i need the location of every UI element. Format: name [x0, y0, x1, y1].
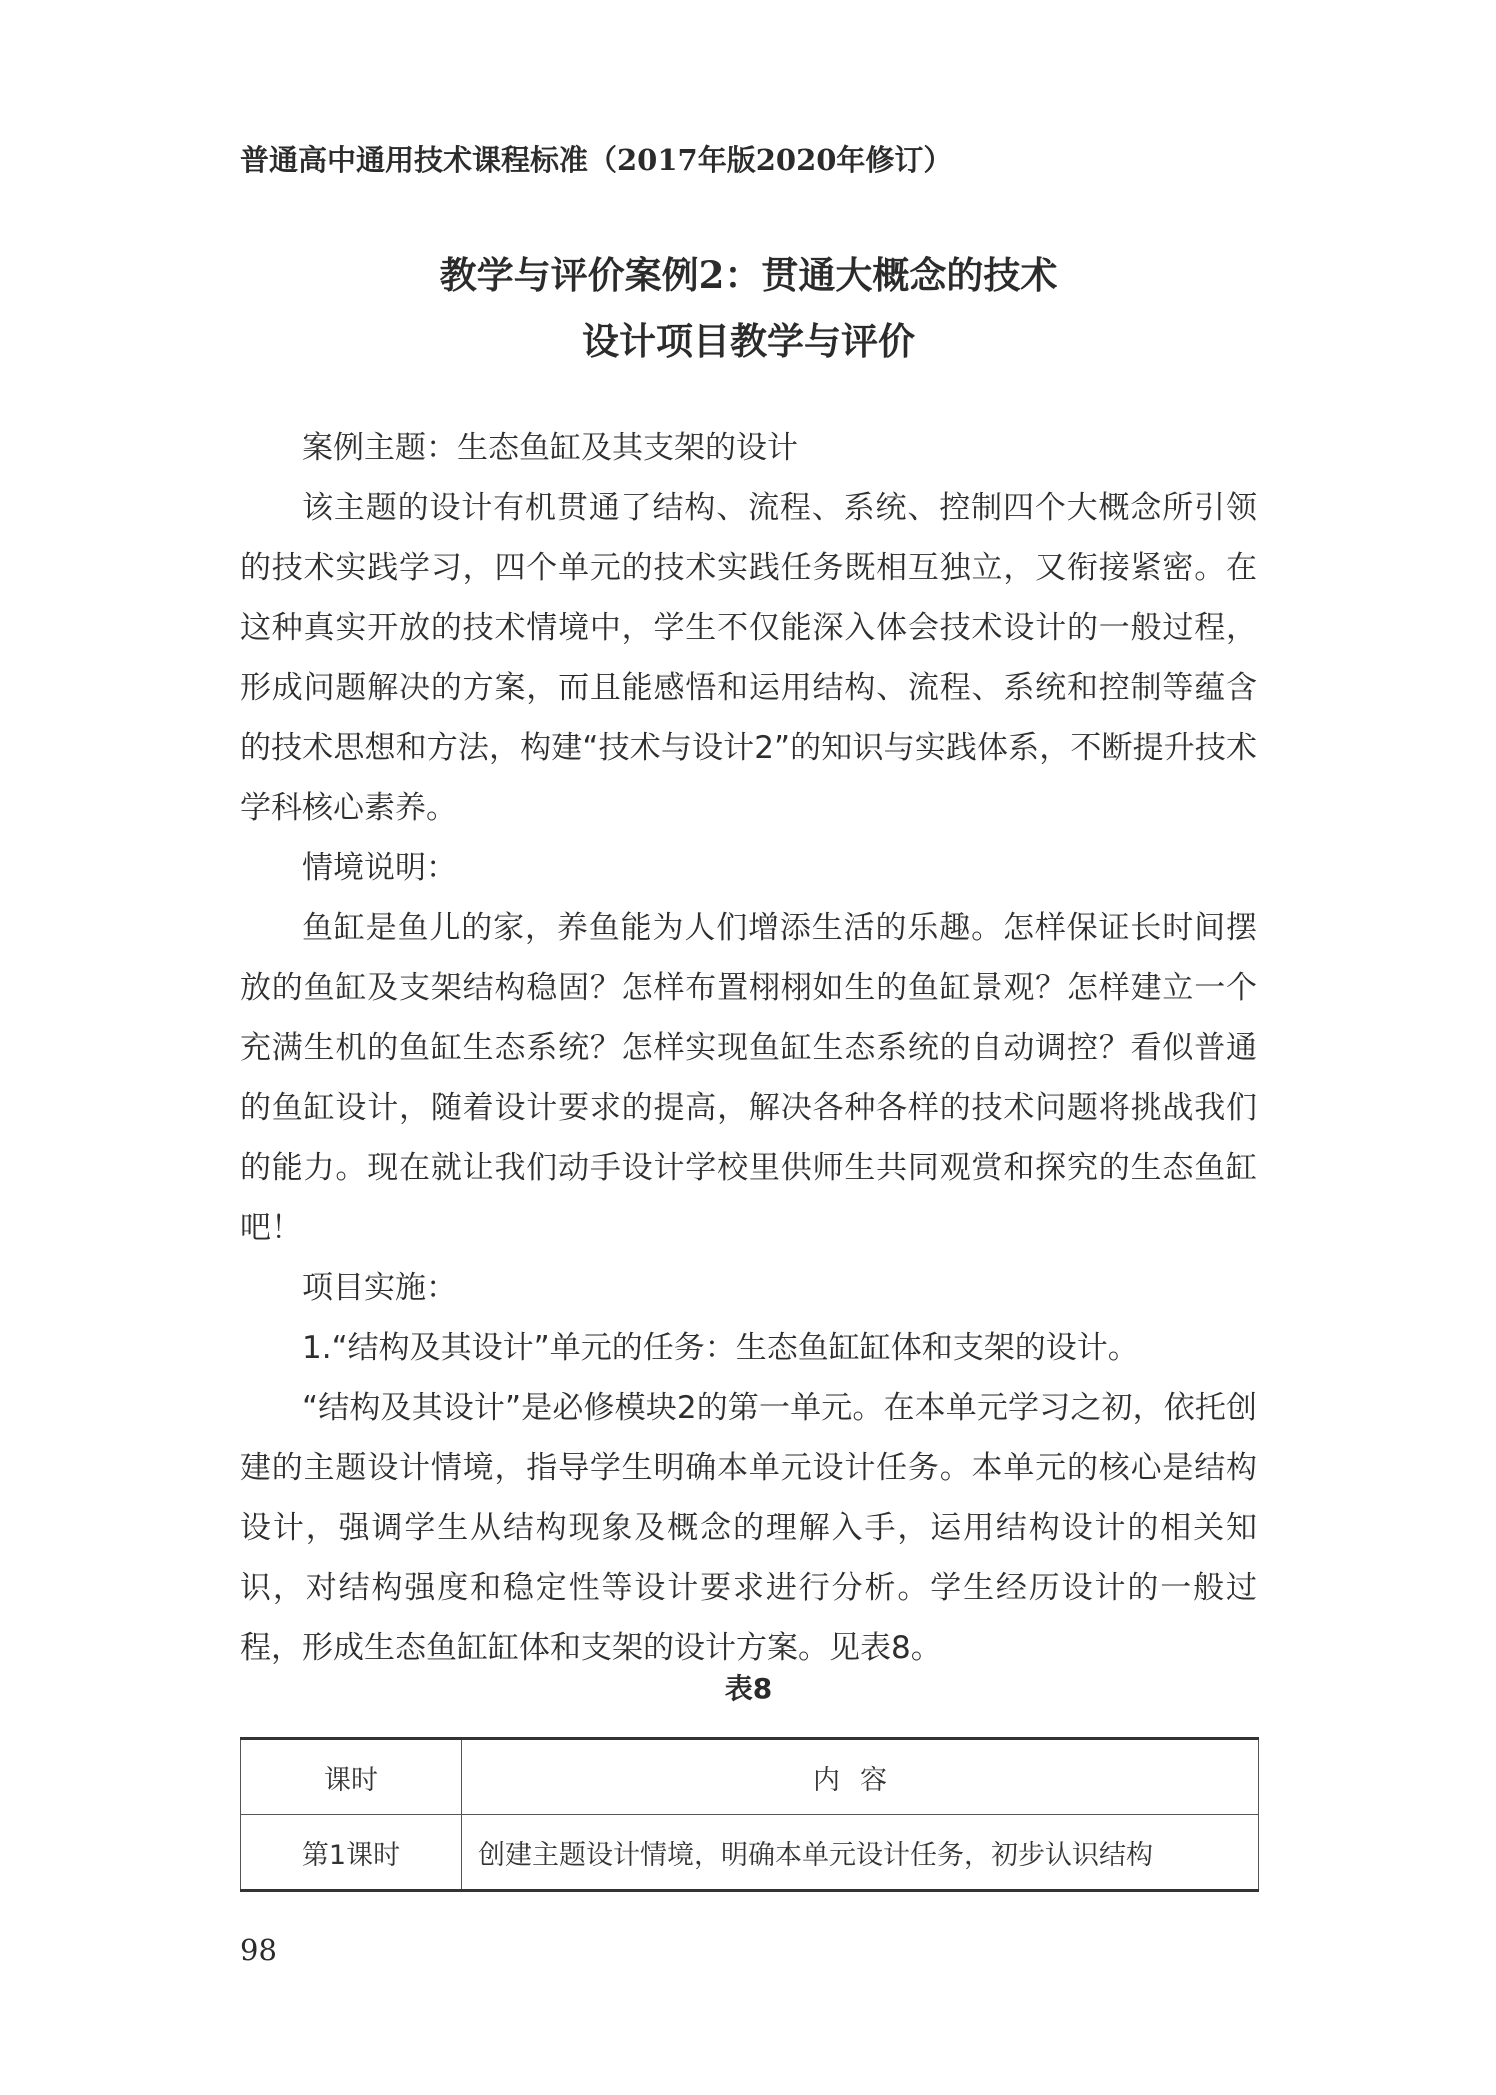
page-number: 98	[240, 1933, 277, 1967]
situation-heading: 情境说明：	[302, 850, 457, 886]
unit-description-paragraph: “结构及其设计”是必修模块2的第一单元。在本单元学习之初，依托创建的主题设计情境，指导学生明确本单元设计任务。本单元的核心是结构设计，强调学生从结构现象及概念的理解入手，运用结构设计的相关知识，对结构强度和稳定性等设计要求进行分析。学生经历设计的一般过程，形成生态鱼缸缸体和支架的设计方案。见表8。	[240, 1390, 1257, 1666]
situation-paragraph: 鱼缸是鱼儿的家，养鱼能为人们增添生活的乐趣。怎样保证长时间摆放的鱼缸及支架结构稳固？怎样布置栩栩如生的鱼缸景观？怎样建立一个充满生机的鱼缸生态系统？怎样实现鱼缸生态系统的自动调控？看似普通的鱼缸设计，随着设计要求的提高，解决各种各样的技术问题将挑战我们的能力。现在就让我们动手设计学校里供师生共同观赏和探究的生态鱼缸吧！	[240, 910, 1257, 1246]
running-header: 普通高中通用技术课程标准（2017年版2020年修订）	[240, 143, 953, 177]
lesson-table	[240, 1737, 1259, 1892]
case-title	[240, 242, 1257, 374]
topic-description-paragraph: 该主题的设计有机贯通了结构、流程、系统、控制四个大概念所引领的技术实践学习，四个单元的技术实践任务既相互独立，又衔接紧密。在这种真实开放的技术情境中，学生不仅能深入体会技术设计的一般过程，形成问题解决的方案，而且能感悟和运用结构、流程、系统和控制等蕴含的技术思想和方法，构建“技术与设计2”的知识与实践体系，不断提升技术学科核心素养。	[240, 490, 1257, 826]
case-title-line-1: 教学与评价案例2：贯通大概念的技术	[439, 253, 1058, 297]
case-topic-paragraph: 案例主题：生态鱼缸及其支架的设计	[302, 430, 798, 466]
table-cell-content: 创建主题设计情境，明确本单元设计任务，初步认识结构	[462, 1815, 1259, 1891]
unit-task-paragraph: 1.“结构及其设计”单元的任务：生态鱼缸缸体和支架的设计。	[302, 1330, 1139, 1366]
implementation-heading: 项目实施：	[302, 1270, 457, 1306]
body-text	[240, 418, 1257, 1678]
table-header-period: 课时	[241, 1739, 462, 1815]
table-row	[241, 1815, 1259, 1891]
table-header-content: 内容	[462, 1739, 1259, 1815]
table-header-row	[241, 1739, 1259, 1815]
case-title-line-2: 设计项目教学与评价	[582, 319, 915, 363]
table-caption: 表8	[724, 1672, 773, 1705]
table-cell-period: 第1课时	[241, 1815, 462, 1891]
